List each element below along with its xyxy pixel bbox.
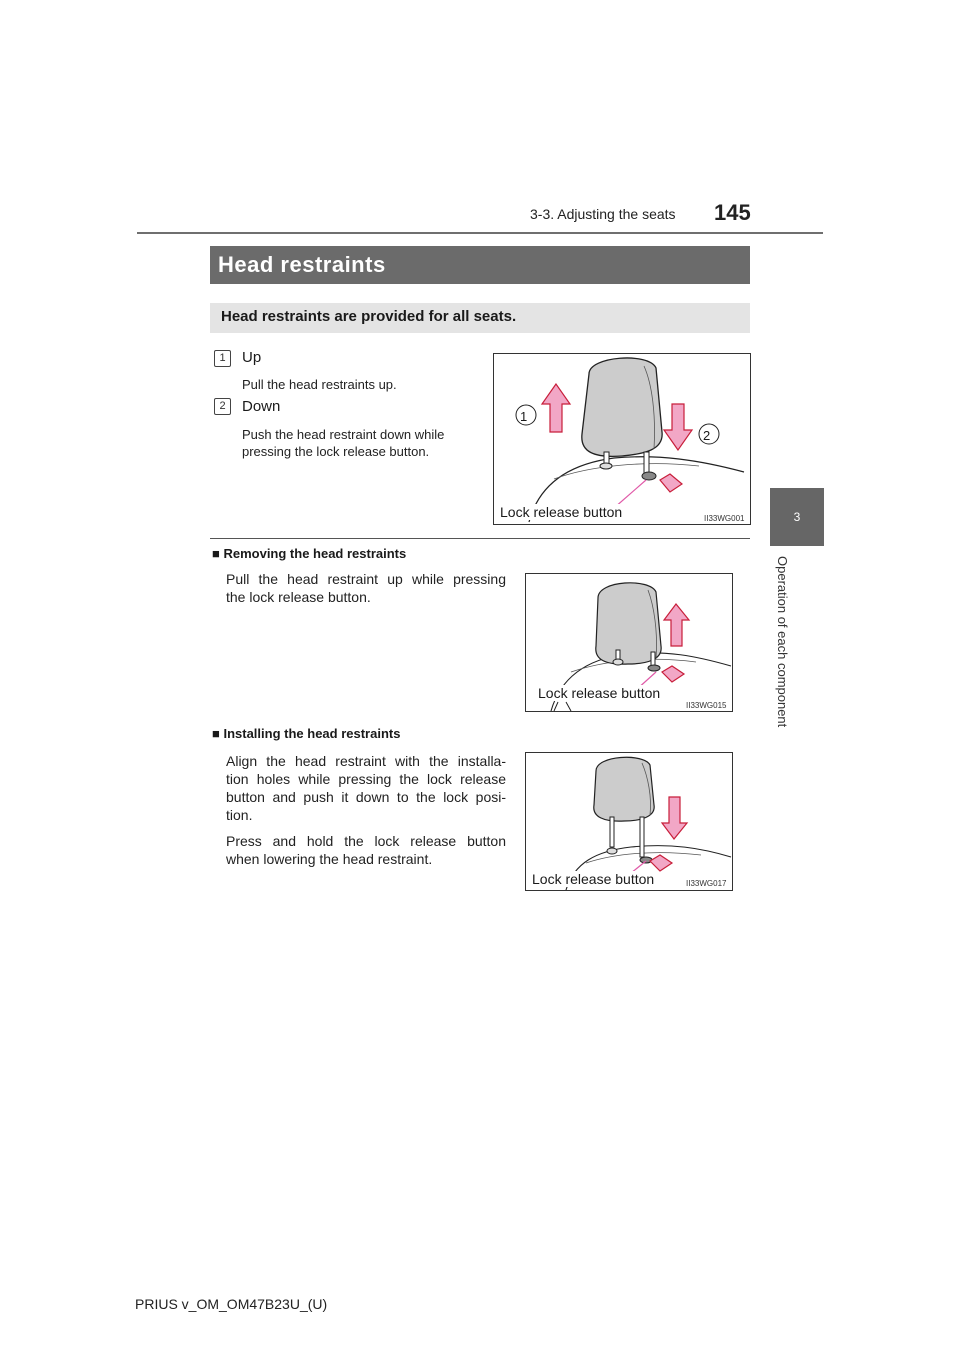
header-rule: [137, 232, 823, 234]
figure-code-2: II33WG015: [686, 701, 727, 710]
installing-line-1: Align the head restraint with the installa-: [226, 753, 506, 769]
installing-text: [226, 752, 506, 868]
installing-line-5: Press and hold the lock release button: [226, 833, 506, 849]
removing-line-1: Pull the head restraint up while pressing: [226, 571, 506, 587]
chapter-title-vertical: [774, 556, 794, 756]
step-label-down: Down: [242, 398, 281, 415]
removing-line-2: the lock release button.: [226, 589, 371, 605]
installing-line-6: when lowering the head restraint.: [226, 851, 433, 867]
step-description-down-1: Push the head restraint down while: [242, 427, 445, 442]
figure-callout-lock-release-2: Lock release button: [538, 685, 661, 701]
step-number-1: 1: [214, 350, 231, 367]
figure-head-restraint-up-down: [493, 353, 751, 525]
figure-removing-head-restraint: [525, 573, 733, 712]
figure-callout-lock-release: Lock release button: [500, 504, 623, 520]
removing-heading: ■ Removing the head restraints: [212, 546, 407, 561]
installing-line-4: tion.: [226, 807, 253, 823]
headrest-illustration-3: [526, 753, 732, 890]
figure-callout-lock-release-3: Lock release button: [532, 871, 655, 887]
section-heading: 3-3. Adjusting the seats: [530, 206, 676, 222]
page-title: Head restraints: [218, 252, 386, 277]
step-label-up: Up: [242, 349, 262, 366]
removing-heading-text: Removing the head restraints: [223, 546, 407, 561]
installing-heading-text: Installing the head restraints: [223, 726, 401, 741]
removing-text: [226, 570, 506, 606]
subtitle-bar: [210, 303, 750, 333]
page-title-bar: [210, 246, 750, 284]
figure-marker-2: 2: [703, 428, 711, 443]
installing-line-3: button and push it down to the lock posi-: [226, 789, 506, 805]
installing-heading: ■ Installing the head restraints: [212, 726, 401, 741]
figure-marker-1: 1: [520, 409, 528, 424]
section-divider: [210, 538, 750, 539]
page-subtitle: Head restraints are provided for all seats.: [221, 308, 517, 325]
chapter-tab[interactable]: 3: [770, 488, 824, 546]
figure-code: II33WG001: [704, 514, 745, 523]
figure-code-3: II33WG017: [686, 879, 727, 888]
installing-line-2: tion holes while pressing the lock release: [226, 771, 506, 787]
step-description-up: Pull the head restraints up.: [242, 377, 397, 392]
page-number: 145: [714, 200, 751, 225]
figure-installing-head-restraint: [525, 752, 733, 891]
step-number-2: 2: [214, 398, 231, 415]
chapter-title: Operation of each component: [775, 556, 790, 728]
footer-manual-id: PRIUS v_OM_OM47B23U_(U): [135, 1296, 328, 1312]
step-description-down-2: pressing the lock release button.: [242, 444, 430, 459]
